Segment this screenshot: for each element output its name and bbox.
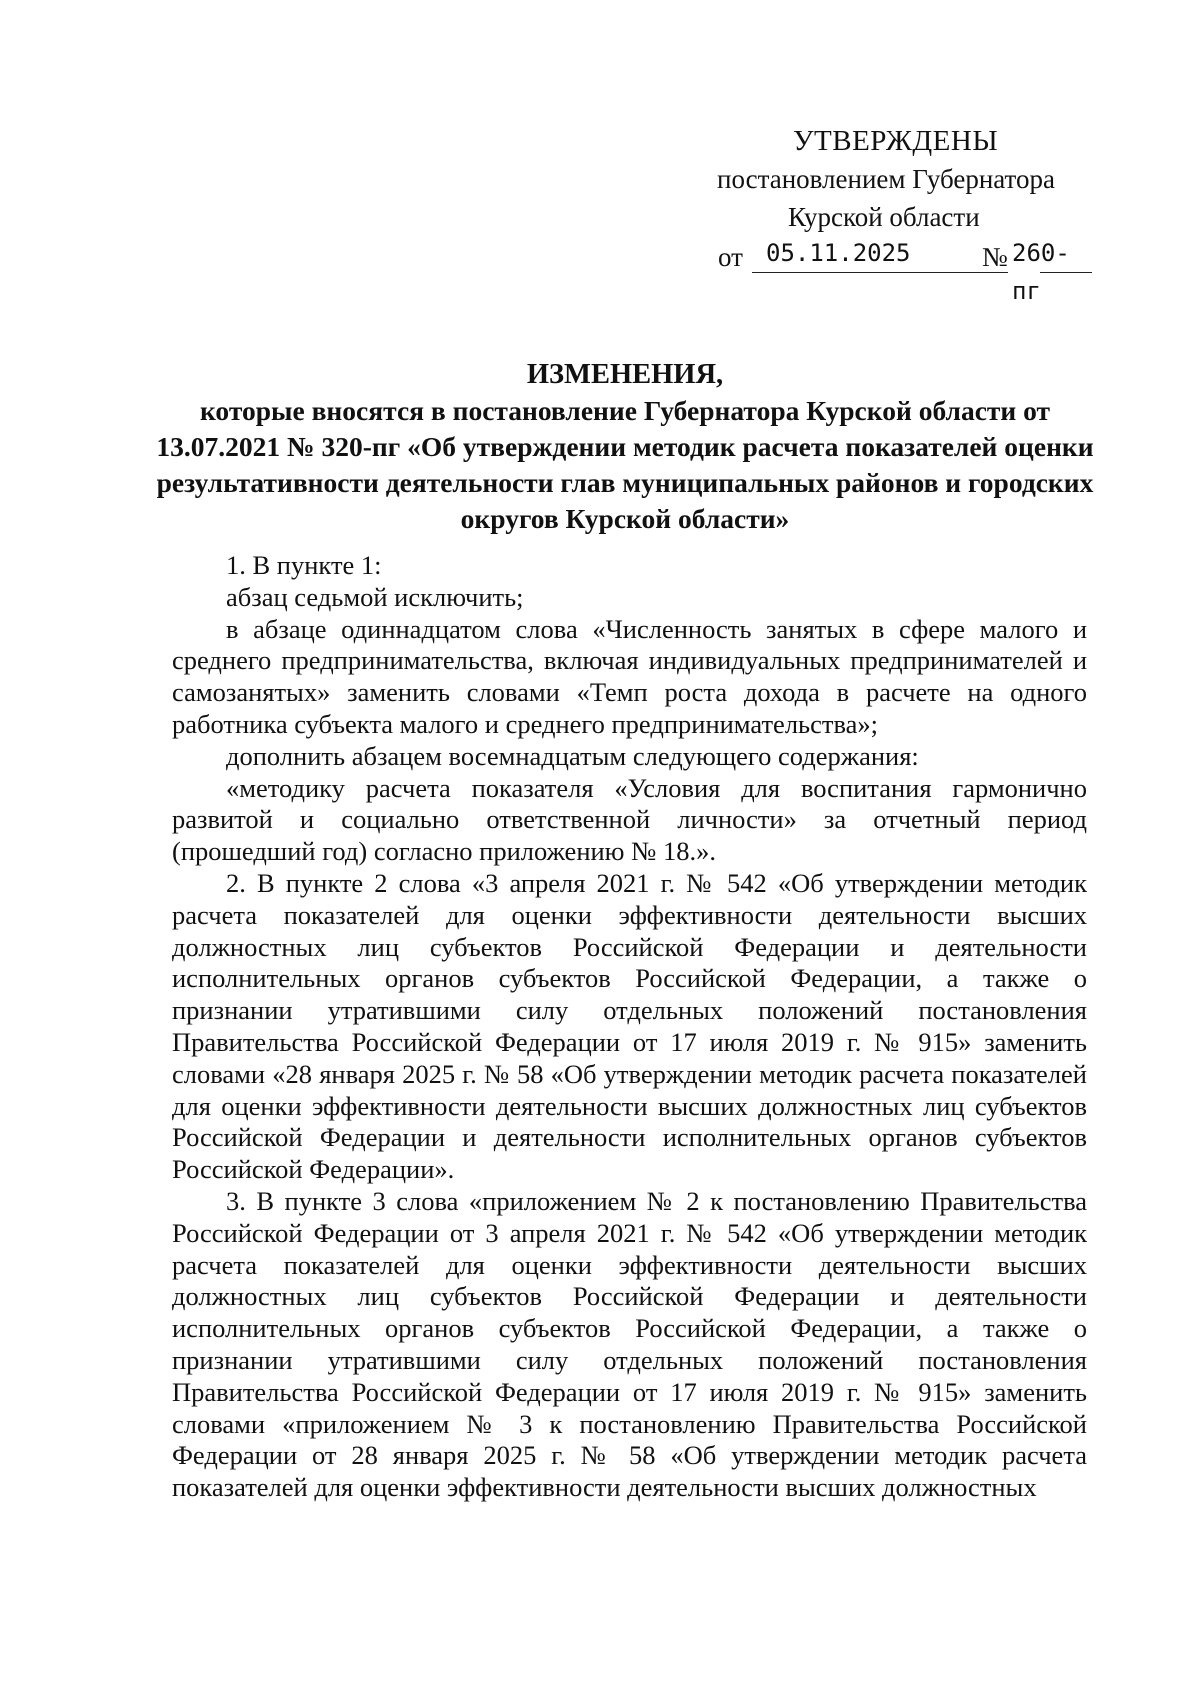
approval-issuer: постановлением Губернатора	[717, 164, 1055, 194]
date-underline	[752, 272, 1008, 273]
paragraph: абзац седьмой исключить;	[226, 581, 524, 612]
approval-number-label: №	[982, 242, 1008, 272]
document-body	[172, 550, 1087, 1504]
approval-region: Курской области	[788, 202, 980, 232]
approval-date: 05.11.2025	[766, 239, 911, 267]
paragraph: 2. В пункте 2 слова «3 апреля 2021 г. № 542 «Об утверждении методик расчета показателей для оценки эффективности деятельности высших должностных лиц субъектов Российской Федерации и деятельности исполнительных органов субъектов Российской Федерации, а также о признании утратившими силу отдельных положений постановления Правительства Российской Федерации от 17 июля 2019 г. № 915» заменить словами «28 января 2025 г. № 58 «Об утверждении методик расчета показателей для оценки эффективности деятельности высших должностных лиц субъектов Российской Федерации и деятельности исполнительных органов субъектов Российской Федерации».	[172, 867, 1087, 1185]
paragraph: 3. В пункте 3 слова «приложением № 2 к постановлению Правительства Российской Федерации от 3 апреля 2021 г. № 542 «Об утверждении методик расчета показателей для оценки эффективности деятельности высших должностных лиц субъектов Российской Федерации и деятельности исполнительных органов субъектов Российской Федерации, а также о признании утратившими силу отдельных положений постановления Правительства Российской Федерации от 17 июля 2019 г. № 915» заменить словами «приложением № 3 к постановлению Правительства Российской Федерации от 28 января 2025 г. № 58 «Об утверждении методик расчета показателей для оценки эффективности деятельности высших должностных	[172, 1185, 1087, 1503]
approval-number: 260-пг	[1012, 239, 1070, 305]
heading-subtitle: которые вносятся в постановление Губернатора Курской области от 13.07.2021 № 320-пг «Об утверждении методик расчета показателей оценки результативности деятельности глав муниципальных районов и городских округов Курской области»	[156, 395, 1094, 534]
approval-date-number-row	[718, 234, 1098, 305]
paragraph: 1. В пункте 1:	[226, 550, 382, 580]
document-heading	[150, 357, 1100, 537]
heading-title: ИЗМЕНЕНИЯ,	[526, 359, 724, 390]
paragraph: «методику расчета показателя «Условия для воспитания гармонично развитой и социально ответственной личности» за отчетный период (прошедший год) согласно приложению № 18.».	[172, 772, 1087, 867]
approval-title: УТВЕРЖДЕНЫ	[793, 125, 999, 157]
number-underline	[1040, 272, 1092, 273]
approval-from-label: от	[718, 242, 743, 272]
paragraph: дополнить абзацем восемнадцатым следующего содержания:	[226, 740, 919, 771]
paragraph: в абзаце одиннадцатом слова «Численность занятых в сфере малого и среднего предпринимательства, включая индивидуальных предпринимателей и самозанятых» заменить словами «Темп роста дохода в расчете на одного работника субъекта малого и среднего предпринимательства»;	[172, 613, 1087, 739]
